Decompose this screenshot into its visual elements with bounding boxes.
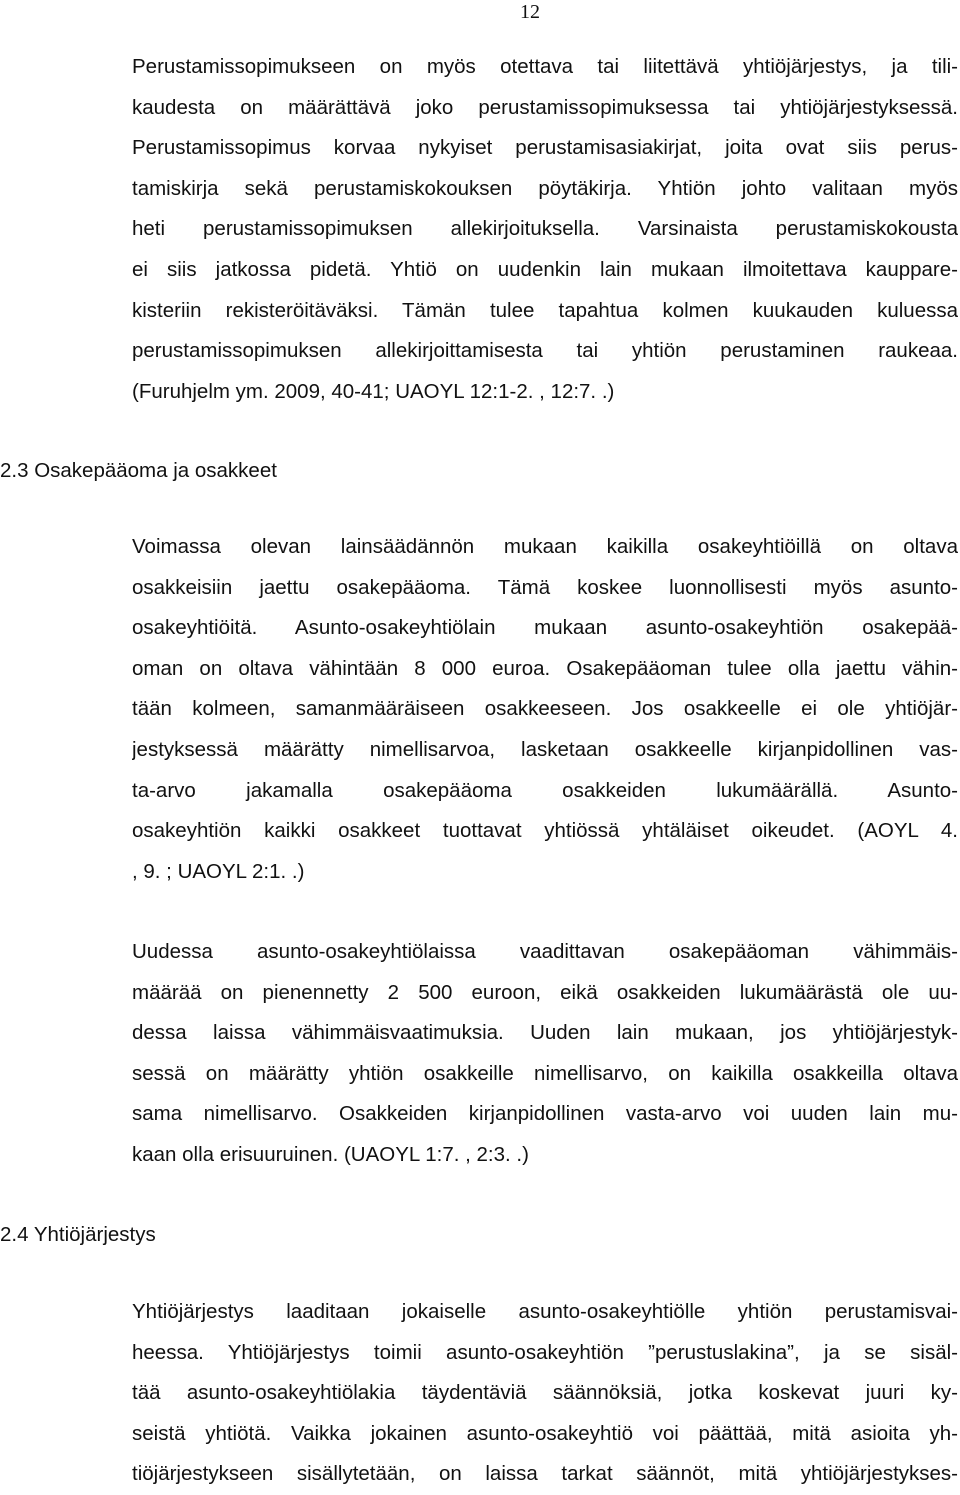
text-line: Yhtiöjärjestys laaditaan jokaiselle asunto-osakeyhtiölle yhtiön perustamisvai- [132,1300,958,1323]
text-line: kaan olla erisuuruinen. (UAOYL 1:7. , 2:3. .) [132,1142,529,1166]
section-heading-2-4: 2.4 Yhtiöjärjestys [0,1223,156,1246]
text-line: tää asunto-osakeyhtiölakia täydentäviä säännöksiä, jotka koskevat juuri ky- [132,1381,958,1405]
text-line: dessa laissa vähimmäisvaatimuksia. Uuden lain mukaan, jos yhtiöjärjestyk- [132,1021,958,1045]
text-line: kaudesta on määrättävä joko perustamissopimuksessa tai yhtiöjärjestyksessä. [132,95,958,119]
text-line: Voimassa olevan lainsäädännön mukaan kaikilla osakeyhtiöillä on oltava [132,535,958,558]
text-line: sama nimellisarvo. Osakkeiden kirjanpidollinen vasta-arvo voi uuden lain mu- [132,1102,958,1126]
text-line: (Furuhjelm ym. 2009, 40-41; UAOYL 12:1-2. , 12:7. .) [132,379,615,403]
paragraph-new-law [132,932,958,1176]
text-line: tamiskirja sekä perustamiskokouksen pöytäkirja. Yhtiön johto valitaan myös [132,176,958,200]
text-line: tään kolmeen, samanmääräiseen osakkeeseen. Jos osakkeelle ei ole yhtiöjär- [132,697,958,721]
text-line: seistä yhtiötä. Vaikka jokainen asunto-osakeyhtiö voi päättää, mitä asioita yh- [132,1421,958,1445]
text-line: perustamissopimuksen allekirjoittamisesta tai yhtiön perustaminen raukeaa. [132,339,958,363]
text-line: ei siis jatkossa pidetä. Yhtiö on uudenkin lain mukaan ilmoitettava kauppare- [132,257,958,281]
text-line: osakeyhtiöitä. Asunto-osakeyhtiölain mukaan asunto-osakeyhtiön osakepää- [132,616,958,640]
text-line: jestyksessä määrätty nimellisarvoa, lasketaan osakkeelle kirjanpidollinen vas- [132,737,958,761]
paragraph-share-capital [132,527,958,892]
section-heading-2-3: 2.3 Osakepääoma ja osakkeet [0,459,277,482]
text-line: ta-arvo jakamalla osakepääoma osakkeiden lukumäärällä. Asunto- [132,778,958,802]
text-line: osakkeisiin jaettu osakepääoma. Tämä koskee luonnollisesti myös asunto- [132,575,958,599]
text-line: tiöjärjestykseen sisällytetään, on laissa tarkat säännöt, mitä yhtiöjärjestykses- [132,1462,958,1486]
text-line: oman on oltava vähintään 8 000 euroa. Osakepääoman tulee olla jaettu vähin- [132,656,958,680]
text-line: kisteriin rekisteröitäväksi. Tämän tulee tapahtua kolmen kuukauden kuluessa [132,298,958,322]
paragraph-articles [132,1292,958,1495]
text-line: osakeyhtiön kaikki osakkeet tuottavat yhtiössä yhtäläiset oikeudet. (AOYL 4. [132,819,958,843]
text-line: määrää on pienennetty 2 500 euroon, eikä osakkeiden lukumäärästä ole uu- [132,980,958,1004]
page-number: 12 [520,1,540,23]
text-line: heessa. Yhtiöjärjestys toimii asunto-osakeyhtiön ”perustuslakina”, ja se sisäl- [132,1340,958,1364]
text-line: heti perustamissopimuksen allekirjoituksella. Varsinaista perustamiskokousta [132,217,958,241]
paragraph-intro [132,47,958,412]
text-line: Uudessa asunto-osakeyhtiölaissa vaadittavan osakepääoman vähimmäis- [132,940,958,963]
text-line: Perustamissopimukseen on myös otettava tai liitettävä yhtiöjärjestys, ja tili- [132,55,958,78]
text-line: , 9. ; UAOYL 2:1. .) [132,859,305,883]
text-line: sessä on määrätty yhtiön osakkeille nimellisarvo, on kaikilla osakkeilla oltava [132,1061,958,1085]
text-line: Perustamissopimus korvaa nykyiset perustamisasiakirjat, joita ovat siis perus- [132,136,958,160]
